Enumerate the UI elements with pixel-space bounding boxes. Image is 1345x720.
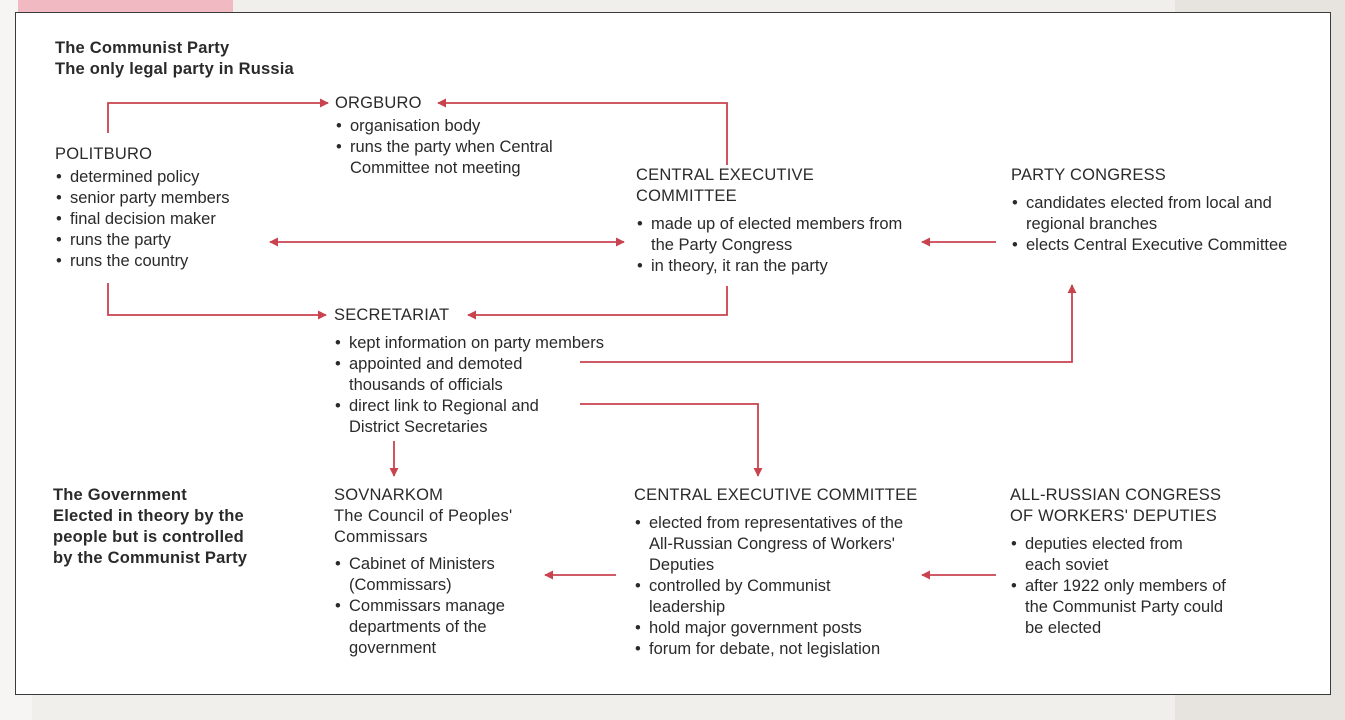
list-item: • runs the country [55,251,285,272]
government-title: The Government [53,486,187,504]
cec-party-title-2: COMMITTEE [636,187,737,205]
list-item: • determined policy [55,167,285,188]
list-item: • elects Central Executive Committee [1011,235,1296,256]
orgburo-list [335,116,565,179]
list-item: • Commissars manage departments of the government [334,596,549,659]
all-russian-title-1: ALL-RUSSIAN CONGRESS [1010,486,1222,504]
list-item: • final decision maker [55,209,285,230]
list-item: • elected from representatives of the All-Russian Congress of Workers' Deputies [634,513,904,576]
sovnarkom-title: SOVNARKOM [334,486,444,504]
cec-gov-list [634,513,924,660]
sovnarkom-list [334,554,549,659]
list-item: • controlled by Communist leadership [634,576,884,618]
cec-gov-title: CENTRAL EXECUTIVE COMMITTEE [634,486,918,504]
party-congress-title: PARTY CONGRESS [1011,166,1167,184]
list-item: • appointed and demoted thousands of officials [334,354,579,396]
sovnarkom-subtitle-2: Commissars [334,528,428,546]
list-item: • deputies elected from each soviet [1010,534,1220,576]
all-russian-list [1010,534,1238,639]
party-congress-list [1011,193,1296,256]
secretariat-title: SECRETARIAT [334,306,450,324]
all-russian-title-2: OF WORKERS' DEPUTIES [1010,507,1218,525]
all-russian-box [1010,485,1250,639]
list-item: • forum for debate, not legislation [634,639,924,660]
government-line-3: people but is controlled [53,528,244,546]
cec-party-title-1: CENTRAL EXECUTIVE [636,166,814,184]
secretariat-list [334,333,674,438]
list-item: • made up of elected members from the Party Congress [636,214,921,256]
list-item: • Cabinet of Ministers (Commissars) [334,554,549,596]
list-item: • hold major government posts [634,618,924,639]
party-heading [55,38,294,80]
government-heading [53,485,247,569]
party-title: The Communist Party [55,39,230,57]
orgburo-box [335,93,565,179]
sovnarkom-subtitle-1: The Council of Peoples' [334,507,513,525]
party-congress-box [1011,165,1296,256]
cec-gov-box [634,485,924,660]
orgburo-title: ORGBURO [335,94,422,112]
list-item: • after 1922 only members of the Communist Party could be elected [1010,576,1238,639]
secretariat-box [334,305,604,438]
list-item: • kept information on party members [334,333,674,354]
politburo-box [55,144,285,272]
sovnarkom-box [334,485,549,659]
cec-party-box [636,165,921,277]
list-item: • runs the party [55,230,285,251]
government-line-4: by the Communist Party [53,549,248,567]
list-item: • candidates elected from local and regional branches [1011,193,1296,235]
list-item: • direct link to Regional and District Secretaries [334,396,579,438]
government-line-2: Elected in theory by the [53,507,244,525]
party-subtitle: The only legal party in Russia [55,60,294,78]
list-item: • runs the party when Central Committee not meeting [335,137,565,179]
list-item: • organisation body [335,116,565,137]
list-item: • in theory, it ran the party [636,256,921,277]
list-item: • senior party members [55,188,285,209]
politburo-list [55,167,285,272]
cec-party-list [636,214,921,277]
politburo-title: POLITBURO [55,145,153,163]
